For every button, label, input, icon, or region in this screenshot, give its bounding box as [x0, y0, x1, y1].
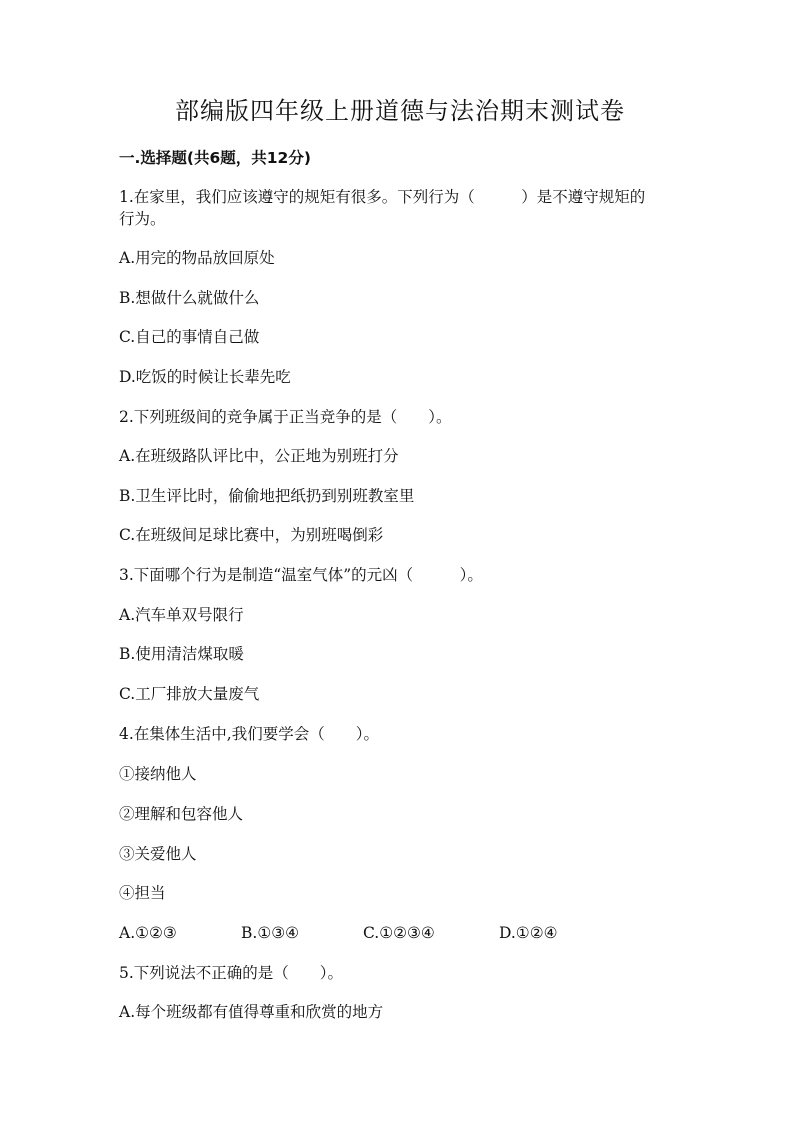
- question-1-option-b: B.想做什么就做什么: [119, 289, 260, 307]
- question-1-option-c: C.自己的事情自己做: [119, 328, 260, 346]
- question-3-option-c: C.工厂排放大量废气: [119, 685, 260, 703]
- question-1-option-a: A.用完的物品放回原处: [119, 249, 275, 267]
- question-3-option-b: B.使用清洁煤取暖: [119, 645, 244, 663]
- question-4-stem: 4.在集体生活中,我们要学会（ ）。: [119, 725, 379, 743]
- question-2-option-a: A.在班级路队评比中，公正地为别班打分: [119, 447, 399, 465]
- question-4-option-c: C.①②③④: [363, 924, 435, 942]
- question-1-stem-line-1: 1.在家里，我们应该遵守的规矩有很多。下列行为（ ）是不遵守规矩的: [119, 188, 646, 206]
- question-1-option-d: D.吃饭的时候让长辈先吃: [119, 368, 291, 386]
- question-2-stem: 2.下列班级间的竞争属于正当竞争的是（ ）。: [119, 408, 452, 426]
- question-4-item-4: ④担当: [119, 884, 166, 902]
- page-title: 部编版四年级上册道德与法治期末测试卷: [175, 97, 625, 125]
- question-5-stem: 5.下列说法不正确的是（ ）。: [119, 964, 344, 982]
- question-3-stem: 3.下面哪个行为是制造“温室气体”的元凶（ ）。: [119, 566, 483, 584]
- question-4-item-3: ③关爱他人: [119, 845, 197, 863]
- question-1-stem-line-2: 行为。: [119, 210, 166, 228]
- question-3-option-a: A.汽车单双号限行: [119, 606, 244, 624]
- question-4-option-b: B.①③④: [241, 924, 300, 942]
- question-2-option-b: B.卫生评比时，偷偷地把纸扔到别班教室里: [119, 487, 415, 505]
- question-4-item-1: ①接纳他人: [119, 765, 197, 783]
- question-4-item-2: ②理解和包容他人: [119, 805, 244, 823]
- question-5-option-a: A.每个班级都有值得尊重和欣赏的地方: [119, 1003, 384, 1021]
- question-4-option-a: A.①②③: [119, 924, 177, 942]
- question-2-option-c: C.在班级间足球比赛中，为别班喝倒彩: [119, 526, 384, 544]
- question-4-option-d: D.①②④: [499, 924, 558, 942]
- section-heading: 一.选择题(共6题，共12分): [119, 149, 311, 167]
